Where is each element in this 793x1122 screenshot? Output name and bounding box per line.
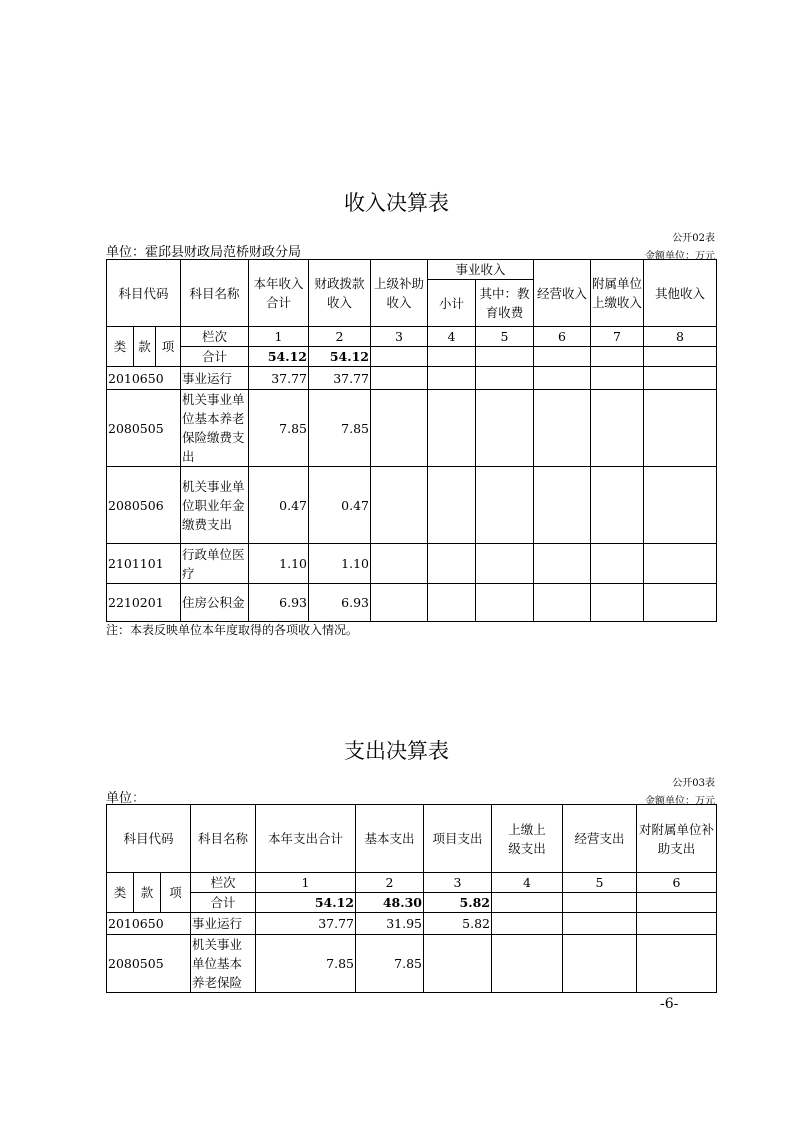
row-total: 7.85 <box>249 390 309 467</box>
header-lei: 类 <box>107 327 134 367</box>
header-other: 其他收入 <box>644 260 717 327</box>
header-kuan: 款 <box>134 327 156 367</box>
expense-table <box>106 804 717 993</box>
col-number: 6 <box>637 873 717 893</box>
header-lei: 类 <box>107 873 134 913</box>
row-basic: 7.85 <box>356 935 424 993</box>
total-value: 54.12 <box>256 893 356 913</box>
row-total: 37.77 <box>256 913 356 935</box>
total-row <box>107 347 717 367</box>
col-number: 5 <box>563 873 637 893</box>
row-name: 机关事业单位基本养老保险缴费支出 <box>181 390 249 467</box>
header-affiliated: 对附属单位补助支出 <box>637 805 717 873</box>
header-basic: 基本支出 <box>356 805 424 873</box>
col-number: 2 <box>309 327 371 347</box>
income-table-number: 公开02表 <box>672 233 715 244</box>
row-code: 2080505 <box>107 390 181 467</box>
header-xiang: 项 <box>156 327 181 367</box>
header-xiang: 项 <box>161 873 191 913</box>
header-total: 本年收入合计 <box>249 260 309 327</box>
row-total: 6.93 <box>249 584 309 622</box>
table-row <box>107 390 717 467</box>
header-name: 科目名称 <box>181 260 249 327</box>
row-code: 2210201 <box>107 584 181 622</box>
row-project: 5.82 <box>424 913 492 935</box>
table-row <box>107 544 717 584</box>
row-fiscal: 7.85 <box>309 390 371 467</box>
col-label: 栏次 <box>181 327 249 347</box>
unit-name: 霍邱县财政局范桥财政分局 <box>145 245 302 260</box>
row-total: 37.77 <box>249 367 309 390</box>
row-code: 2080505 <box>107 935 191 993</box>
total-label: 合计 <box>181 347 249 367</box>
row-fiscal: 6.93 <box>309 584 371 622</box>
row-project <box>424 935 492 993</box>
header-business: 事业收入 <box>428 260 534 280</box>
income-amount-unit: 金额单位：万元 <box>645 251 715 262</box>
header-name: 科目名称 <box>191 805 256 873</box>
table-row <box>107 913 717 935</box>
total-label: 合计 <box>191 893 256 913</box>
row-name: 事业运行 <box>191 913 256 935</box>
col-number: 8 <box>644 327 717 347</box>
unit-label: 单位 <box>106 791 133 806</box>
row-total: 0.47 <box>249 467 309 544</box>
row-total: 1.10 <box>249 544 309 584</box>
total-row <box>107 893 717 913</box>
header-subtotal: 小计 <box>428 280 476 327</box>
row-basic: 31.95 <box>356 913 424 935</box>
header-total: 本年支出合计 <box>256 805 356 873</box>
project-value: 5.82 <box>424 893 492 913</box>
col-number: 4 <box>492 873 563 893</box>
col-number: 1 <box>256 873 356 893</box>
row-name: 住房公积金 <box>181 584 249 622</box>
header-code: 科目代码 <box>107 805 191 873</box>
col-number: 6 <box>534 327 591 347</box>
row-fiscal: 37.77 <box>309 367 371 390</box>
table-row <box>107 467 717 544</box>
page-number: -6- <box>660 996 679 1012</box>
expense-table-title: 支出决算表 <box>344 739 449 763</box>
row-name: 行政单位医疗 <box>181 544 249 584</box>
header-kuan: 款 <box>134 873 161 913</box>
row-code: 2101101 <box>107 544 181 584</box>
income-table-title: 收入决算表 <box>344 191 449 215</box>
income-table <box>106 259 717 622</box>
row-code: 2010650 <box>107 913 191 935</box>
income-unit <box>106 241 301 260</box>
income-note: 注：本表反映单位本年度取得的各项收入情况。 <box>106 623 359 637</box>
col-number: 3 <box>371 327 428 347</box>
col-label: 栏次 <box>191 873 256 893</box>
table-row <box>107 584 717 622</box>
col-number: 5 <box>476 327 534 347</box>
header-fiscal: 财政拨款收入 <box>309 260 371 327</box>
header-superior: 上缴上级支出 <box>492 805 563 873</box>
header-project: 项目支出 <box>424 805 492 873</box>
col-number: 2 <box>356 873 424 893</box>
header-superior: 上级补助收入 <box>371 260 428 327</box>
unit-label: 单位： <box>106 245 146 260</box>
fiscal-value: 54.12 <box>309 347 371 367</box>
row-name: 事业运行 <box>181 367 249 390</box>
total-value: 54.12 <box>249 347 309 367</box>
row-total: 7.85 <box>256 935 356 993</box>
col-number: 1 <box>249 327 309 347</box>
header-edu: 其中：教育收费 <box>476 280 534 327</box>
row-code: 2080506 <box>107 467 181 544</box>
row-name: 机关事业单位基本养老保险 <box>191 935 256 993</box>
header-code: 科目代码 <box>107 260 181 327</box>
header-operating: 经营收入 <box>534 260 591 327</box>
table-row <box>107 367 717 390</box>
expense-amount-unit: 金额单位：万元 <box>645 796 715 807</box>
row-fiscal: 1.10 <box>309 544 371 584</box>
unit-colon: ： <box>132 791 146 806</box>
row-code: 2010650 <box>107 367 181 390</box>
header-operating: 经营支出 <box>563 805 637 873</box>
header-affiliated: 附属单位上缴收入 <box>591 260 644 327</box>
basic-value: 48.30 <box>356 893 424 913</box>
row-fiscal: 0.47 <box>309 467 371 544</box>
col-number: 7 <box>591 327 644 347</box>
col-number: 4 <box>428 327 476 347</box>
expense-table-number: 公开03表 <box>672 778 715 789</box>
col-number: 3 <box>424 873 492 893</box>
row-name: 机关事业单位职业年金缴费支出 <box>181 467 249 544</box>
table-row <box>107 935 717 993</box>
